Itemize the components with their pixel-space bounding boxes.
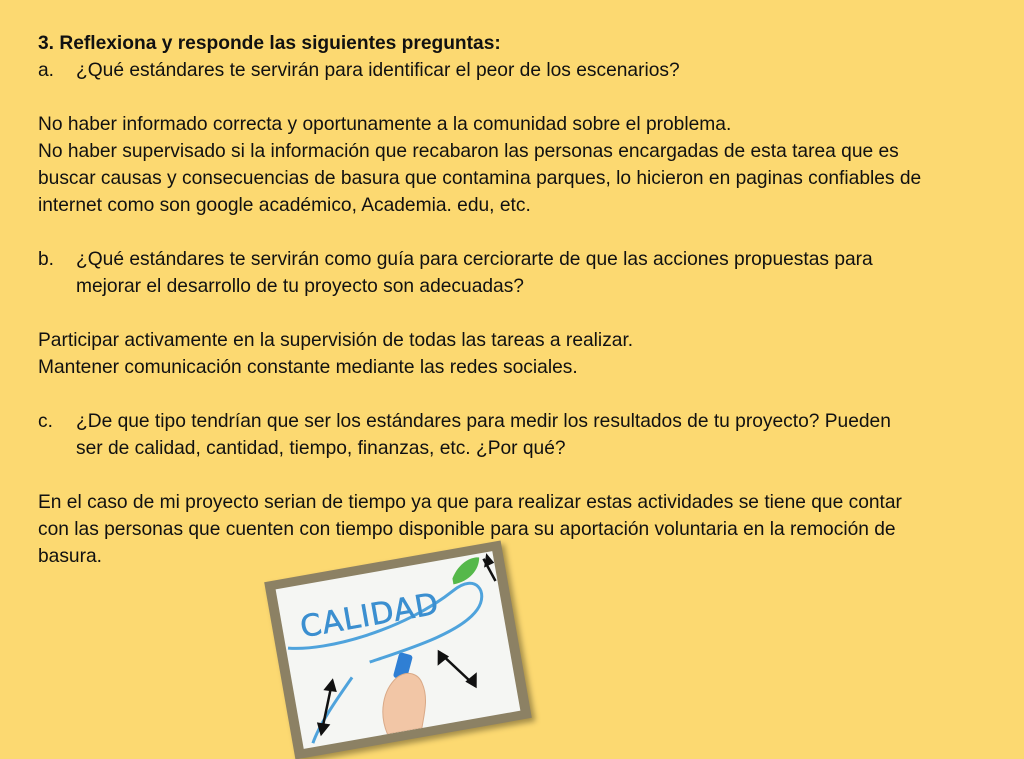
slide-content — [38, 30, 988, 570]
section-heading: 3. Reflexiona y responde las siguientes preguntas: — [38, 33, 501, 54]
leaf-icon — [450, 557, 483, 585]
question-text: ¿Qué estándares te servirán para identificar el peor de los escenarios? — [76, 60, 680, 81]
hand — [376, 671, 431, 734]
answer-line: basura. — [38, 546, 102, 567]
answer-b — [38, 327, 988, 381]
arrowhead — [324, 681, 335, 692]
calidad-whiteboard-image — [264, 541, 532, 759]
question-b — [38, 246, 988, 300]
answer-a — [38, 111, 988, 219]
question-a — [38, 57, 988, 84]
question-text: mejorar el desarrollo de tu proyecto son adecuadas? — [76, 276, 524, 297]
answer-line: buscar causas y consecuencias de basura que contamina parques, lo hicieron en paginas confiables de — [38, 168, 922, 189]
answer-line: internet como son google académico, Academia. edu, etc. — [38, 195, 531, 216]
calidad-word: CALIDAD — [297, 586, 442, 646]
question-marker: a. — [38, 60, 55, 81]
arrowhead — [484, 555, 492, 565]
answer-line: En el caso de mi proyecto serian de tiempo ya que para realizar estas actividades se tiene que contar — [38, 492, 902, 513]
arrowhead — [319, 722, 330, 733]
question-marker: b. — [38, 249, 55, 270]
question-text: ¿De que tipo tendrían que ser los estándares para medir los resultados de tu proyecto? Pueden — [76, 411, 891, 432]
answer-line: No haber informado correcta y oportunamente a la comunidad sobre el problema. — [38, 114, 732, 135]
answer-line: Participar activamente en la supervisión de todas las tareas a realizar. — [38, 330, 634, 351]
arrow-icon — [439, 647, 475, 692]
answer-line: Mantener comunicación constante mediante las redes sociales. — [38, 357, 578, 378]
arrowhead — [467, 675, 478, 687]
answer-line: No haber supervisado si la información que recabaron las personas encargadas de esta tarea que es — [38, 141, 899, 162]
question-marker: c. — [38, 411, 53, 432]
arrowhead — [437, 651, 448, 663]
answer-line: con las personas que cuenten con tiempo disponible para su aportación voluntaria en la remoción de — [38, 519, 896, 540]
hand-with-marker — [372, 649, 431, 734]
answer-c — [38, 489, 988, 570]
question-text: ¿Qué estándares te servirán como guía para cerciorarte de que las acciones propuestas para — [76, 249, 873, 270]
question-text: ser de calidad, cantidad, tiempo, finanzas, etc. ¿Por qué? — [76, 438, 566, 459]
question-c — [38, 408, 988, 462]
